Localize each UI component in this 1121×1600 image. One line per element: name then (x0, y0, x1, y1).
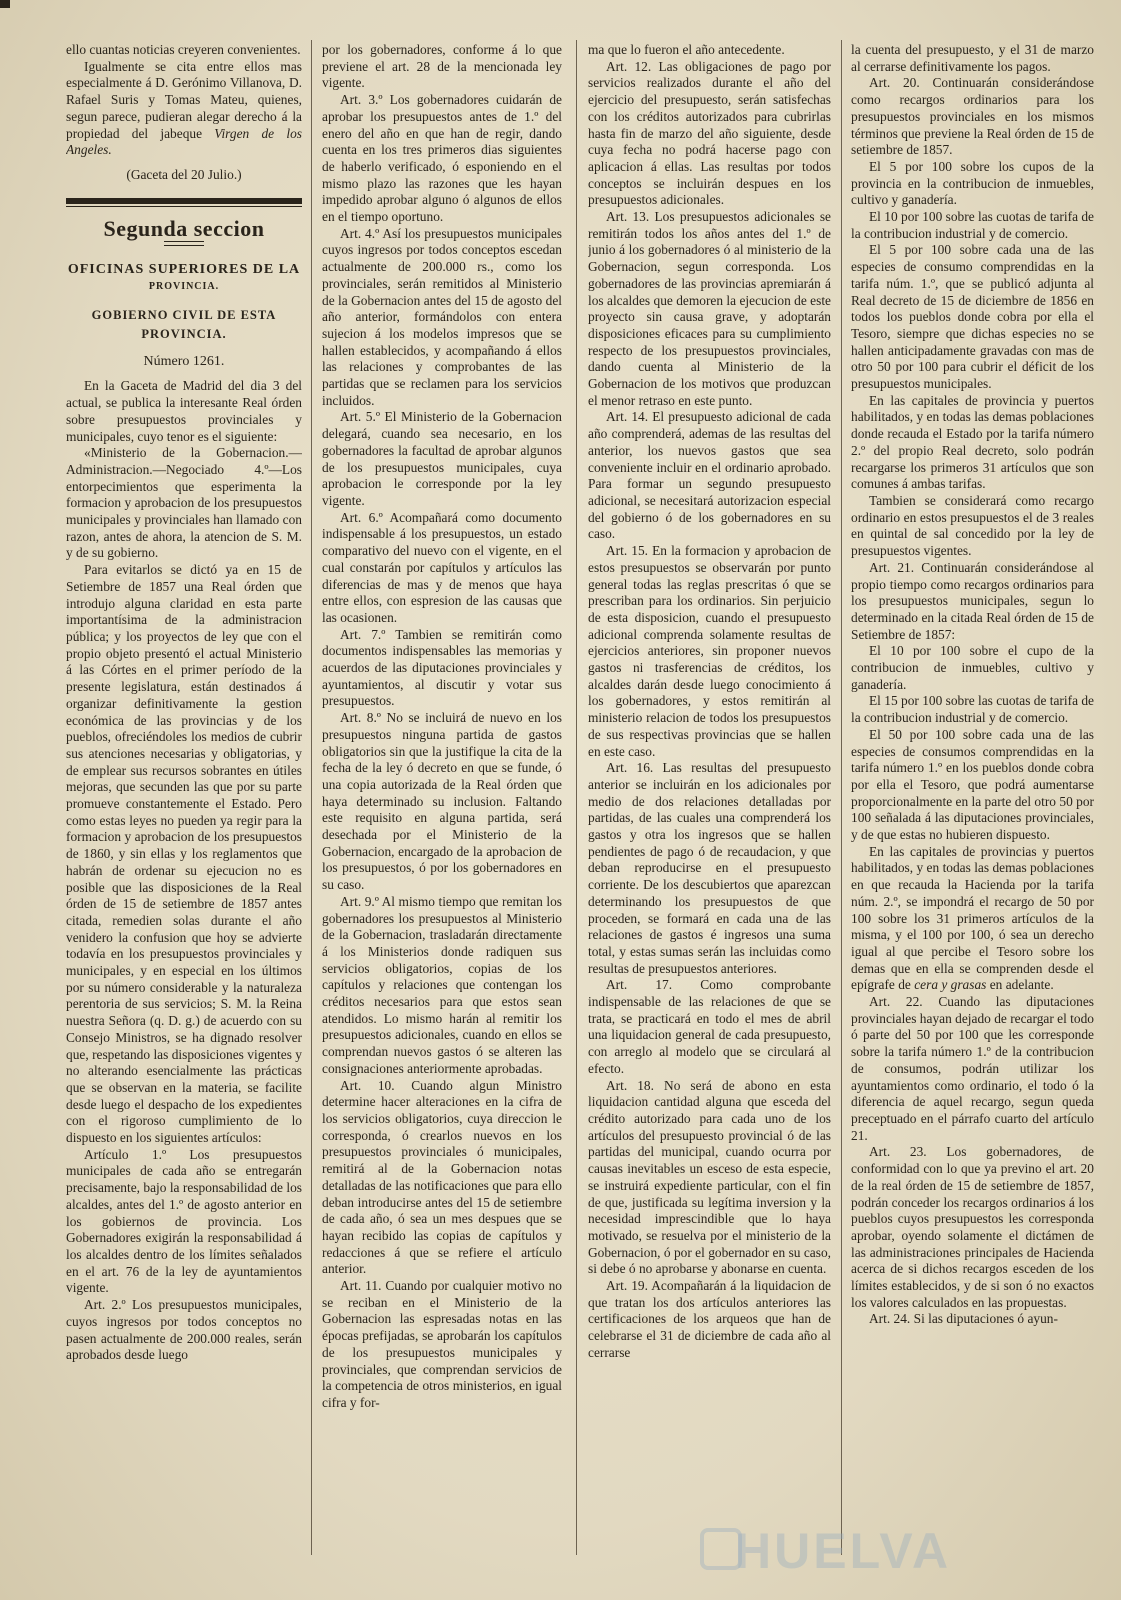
article: Art. 12. Las obligaciones de pago por servicios realizados durante el año del ejercicio del presupuesto, serán satisfechas con los créditos autorizados para cubrirlas hasta fin de marzo del año siguiente, desde cuya fecha no podrá hacerse pago con aplicacion á ellas. Las resultas por todos conceptos se incluirán despues en los presupuestos adicionales. (588, 58, 831, 208)
gaceta-source: (Gaceta del 20 Julio.) (126, 166, 242, 182)
article: Art. 18. No será de abono en esta liquidacion cantidad alguna que esceda del crédito autorizado para cada uno de los artículos del presupuesto provincial ó de las partidas del municipal, cuando ocurra por causas inevitables un esceso de esta especie, se instruirá expediente particular, con el fin de que, justificada su legítima inversion y la necesidad imprescindible que lo haya motivado, se resuelva por el ministerio de la Gobernacion, ó por el gobernador en su caso, si debe ó no aprobarse y abonarse en cuenta. (588, 1077, 831, 1277)
column-1 (66, 42, 302, 1572)
paragraph-text: En las capitales de provincias y puertos habilitados, y en todas las demas poblaciones en que recauda la Hacienda por la tarifa núm. 2.º, se impondrá el recargo de 50 por 100 sobre los 31 primeros artículos de la misma, y el 100 por 100, ó sea un derecho igual al que percibe el Tesoro sobre los demas que en ella se comprenden desde el epígrafe de (851, 843, 1094, 993)
article: Art. 23. Los gobernadores, de conformidad con lo que ya previno el art. 20 de la real órden de 15 de setiembre de 1857, podrán conceder los recargos ordinarios á los pueblos cuyos presupuestos les corresponda aprobar, oyendo solamente el dictámen de las administraciones principales de Hacienda acerca de si dichos recargos esceden de los límites establecidos, y de si son ó no exactos los valores calculados en las propuestas. (851, 1144, 1094, 1310)
article: Art. 16. Las resultas del presupuesto anterior se incluirán en los adicionales por medio de dos relaciones detalladas por partidas, de las cuales una comprenderá los gastos y otra los ingresos que se hallen pendientes de pago ó de recaudacion, y que deban reproducirse en el presupuesto corriente. De los descubiertos que aparezcan determinando los presupuestos de que proceden, se formará en cada una de las relaciones de gastos é ingresos una suma total, y estas sumas serán las incluidas como resultas de presupuestos anteriores. (588, 760, 831, 976)
paragraph: por los gobernadores, conforme á lo que previene el art. 28 de la mencionada ley vigente. (322, 42, 562, 91)
article: Art. 3.º Los gobernadores cuidarán de aprobar los presupuestos antes de 1.º del enero del año en que han de regir, dando cuenta en los tres primeros dias siguientes de haberlo verificado, ó esponiendo en el mismo plazo las razones que les hayan impedido aprobar alguno ó algunos de ellos en el tiempo oportuno. (322, 92, 562, 225)
paragraph: Art. 2.º Los presupuestos municipales, cuyos ingresos por todos conceptos no pasen actualmente de 200.000 reales, serán aprobados desde luego (66, 1297, 302, 1363)
article: Art. 11. Cuando por cualquier motivo no se reciban en el Ministerio de la Gobernacion las espresadas notas en las épocas prefijadas, se aprobarán los capítulos de los presupuestos municipales y provinciales, que comprendan servicios de la competencia de otros ministerios, en igual cifra y for- (322, 1278, 562, 1410)
office-heading: OFICINAS SUPERIORES DE LA (67, 262, 301, 278)
article: Art. 8.º No se incluirá de nuevo en los presupuestos ninguna partida de gastos obligatorios sin que la justifique la cita de la fecha de la ley ó decreto en que se funde, ó una copia autorizada de la Real órden que haya determinado su inclusion. Faltando este requisito en alguna partida, será desechada por el Ministerio de la Gobernacion, encargado de la aprobacion de los presupuestos, ó por los gobernadores en su caso. (322, 710, 562, 893)
article: Art. 24. Si las diputaciones ó ayun- (869, 1311, 1058, 1327)
paragraph: ello cuantas noticias creyeren convenientes. (66, 42, 301, 57)
paragraph: Tambien se considerará como recargo ordinario en estos presupuestos el de 3 reales en quintal de sal concedido por la ley de presupuestos vigentes. (851, 492, 1094, 559)
article: Art. 20. Continuarán considerándose como recargos ordinarios para los presupuestos provinciales en los mismos términos que previene la Real órden de 15 de setiembre de 1857. (851, 75, 1094, 158)
paragraph-text: en adelante. (989, 977, 1054, 993)
italic-term: cera y grasas (914, 977, 987, 993)
office-subheading: PROVINCIA. (148, 281, 220, 293)
paragraph: El 5 por 100 sobre cada una de las especies de consumo comprendidas en la tarifa núm. 1.º, que se publicó adjunta al Real decreto de 15 de diciembre de 1856 en todos los pueblos donde cobra por ella el Tesoro, siempre que dichas especies no se hallen anticipadamente gravadas con mas de otro 50 por 100 para cubrir el déficit de los presupuestos municipales. (851, 242, 1094, 392)
ornament (164, 241, 204, 246)
paragraph-text: Igualmente se cita entre ellos mas especialmente á D. Gerónimo Villanova, D. Rafael Suris y Tomas Mateu, quienes, segun parece, pudieran alegar derecho á la propiedad del jabeque (66, 58, 302, 141)
article: Art. 21. Continuarán considerándose al propio tiempo como recargos ordinarios para los presupuestos municipales, segun lo determinado en la citada Real órden de 15 de Setiembre de 1857: (851, 559, 1094, 642)
paragraph: Para evitarlos se dictó ya en 15 de Setiembre de 1857 una Real órden que introdujo alguna claridad en esta parte importantísima de la administracion pública; y los proyectos de ley que con el propio objeto presentó el actual Ministerio á las Córtes en el primer período de la presente legislatura, están destinados á organizar definitivamente la gestion económica de las provincias y de los pueblos, ofreciéndoles los medios de cubrir sus atenciones necesarias y obligatorias, y de emplear sus recursos sobrantes en útiles mejoras, que secunden las que por su parte promueve constantemente el Estado. Pero como estas leyes no pueden ya regir para la formacion y aprobacion de los presupuestos de 1860, y sin ellas y los reglamentos que habrán de ordenar su ejecucion no es posible que las disposiciones de la Real órden de 15 de setiembre de 1857 antes citada, remedien solas durante el año venidero la confusion que hoy se advierte todavía en los presupuestos provinciales y municipales, y en especial en los últimos por su número considerable y la naturaleza perentoria de sus servicios; S. M. la Reina nuestra Señora (q. D. g.) de acuerdo con su Consejo Ministros, se ha dignado resolver que, respetando las disposiciones vigentes y no alterando esencialmente las prácticas que se observan en la materia, se facilite desde luego el despacho de los expedientes con el rigoroso cumplimiento de lo dispuesto en los siguientes artículos: (66, 562, 302, 1146)
paragraph (851, 844, 1094, 994)
article: Art. 5.º El Ministerio de la Gobernacion delegará, cuando sea necesario, en los gobernadores la facultad de aprobar algunos de los presupuestos municipales, cuya aprobacion le corresponde por la ley vigente. (322, 409, 562, 508)
article: Art. 14. El presupuesto adicional de cada año comprenderá, ademas de las resultas del anterior, los nuevos gastos que sea conveniente incluir en el ordinario aprobado. Para formar un segundo presupuesto adicional, se necesitará autorizacion especial del gobierno ó de los gobernadores en su caso. (588, 409, 831, 542)
paragraph: «Ministerio de la Gobernacion.—Administracion.—Negociado 4.º—Los entorpecimientos que esperimenta la formacion y aprobacion de los presupuestos municipales y provinciales han llamado con razon, antes de ahora, la atencion de S. M. y de su gobierno. (66, 445, 302, 561)
paragraph: El 10 por 100 sobre el cupo de la contribucion de inmuebles, cultivo y ganadería. (851, 643, 1094, 692)
article: Art. 17. Como comprobante indispensable de las relaciones de que se trata, se practicará en todo el mes de abril una liquidacion general de cada presupuesto, con arreglo al modelo que se circulará al efecto. (588, 977, 831, 1076)
column-2 (322, 42, 562, 1572)
column-rule (311, 40, 312, 1555)
column-rule (841, 40, 842, 1555)
ship-name: Virgen de los Angeles. (66, 125, 302, 158)
paragraph: El 5 por 100 sobre los cupos de la provincia en la contribucion de inmuebles, cultivo y ganadería. (851, 158, 1094, 208)
paragraph: ma que lo fueron el año antecedente. (588, 42, 785, 57)
article: Art. 7.º Tambien se remitirán como documentos indispensables las memorias y acuerdos de las diputaciones provinciales y ayuntamientos, al discutir y votar sus presupuestos. (322, 626, 562, 709)
article: Art. 9.º Al mismo tiempo que remitan los gobernadores los presupuestos al Ministerio de la Gobernacion, trasladarán directamente á los Ministerios donde radiquen sus servicios obligatorios, copias de los capítulos y relaciones que contengan los créditos necesarios para que estos sean atendidos. Lo mismo harán al remitir los presupuestos adicionales, cuando en ellos se comprendan nuevos gastos ó se alteren las consignaciones anteriormente aprobadas. (322, 893, 562, 1076)
column-rule (576, 40, 577, 1555)
order-number: Número 1261. (143, 353, 225, 369)
article: Art. 19. Acompañarán á la liquidacion de que tratan los dos artículos anteriores las certificaciones de los arqueos que han de celebrarse el 31 de diciembre de cada año al cerrarse (588, 1278, 831, 1360)
government-heading: GOBIERNO CIVIL DE ESTA PROVINCIA. (91, 307, 277, 341)
paragraph: En la Gaceta de Madrid del dia 3 del actual, se publica la interesante Real órden sobre presupuestos provinciales y municipales, cuyo tenor es el siguiente: (66, 378, 302, 444)
article: Art. 15. En la formacion y aprobacion de estos presupuestos se observarán por punto general todas las reglas prescritas ó que se prescriban para los ordinarios. Sin perjuicio de esta disposicion, cuando el presupuesto adicional comprenda solamente resultas de ejercicios anteriores, sin proponer nuevos gastos ni trasferencias de créditos, los alcaldes darán desde luego conocimiento á los gobernadores, y estos remitirán al ministerio relacion de todos los presupuestos de sus respectivas provincias que se hallen en este caso. (588, 543, 831, 759)
paragraph (66, 59, 302, 159)
page-corner-mark (0, 0, 10, 8)
paragraph: El 50 por 100 sobre cada una de las especies de consumos comprendidas en la tarifa número 1.º en los pueblos donde cobra por ella el Tesoro, que podrá aumentarse proporcionalmente en la parte del otro 50 por 100 señalada á las diputaciones provinciales, y de que estas no hubieren dispuesto. (851, 726, 1094, 843)
paragraph: la cuenta del presupuesto, y el 31 de marzo al cerrarse definitivamente los pagos. (851, 42, 1094, 74)
section-heading: Segunda seccion (103, 215, 265, 241)
paragraph: El 10 por 100 sobre las cuotas de tarifa de la contribucion industrial y de comercio. (851, 209, 1094, 241)
article: Art. 4.º Así los presupuestos municipales cuyos ingresos por todos conceptos escedan actualmente de 200.000 rs., como los provinciales, serán remitidos al Ministerio de la Gobernacion antes del 15 de agosto del año anterior, formándolos con entera sujecion á los modelos impresos que se hallen establecidos, y acompañando á ellos las relaciones y comprobantes de las partidas que se reclamen para los servicios incluidos. (322, 225, 562, 408)
column-4 (851, 42, 1094, 1572)
section-divider (66, 198, 302, 204)
article: Art. 13. Los presupuestos adicionales se remitirán todos los años antes del 1.º de junio á los gobernadores ó al ministerio de la Gobernacion, segun corresponda. Los gobernadores de las provincias apremiarán á los alcaldes que demoren la ejecucion de este proyecto sin causa grave, y adoptarán disposiciones eficaces para su cumplimiento respecto de los presupuestos provinciales, dando cuenta al Ministerio de la Gobernacion de los motivos que produzcan el menor retraso en este punto. (588, 209, 831, 408)
paragraph: En las capitales de provincia y puertos habilitados, y en todas las demas poblaciones donde recauda el Estado por la tarifa número 2.º del propio Real decreto, solo podrán recargarse los primeros 31 artículos que son comunes á ambas tarifas. (851, 392, 1094, 492)
paragraph: Artículo 1.º Los presupuestos municipales de cada año se entregarán precisamente, bajo la responsabilidad de los alcaldes, antes del 1.º de agosto anterior en los gobiernos de provincia. Los Gobernadores exigirán la responsabilidad á los alcaldes dentro de los límites señalados en el art. 76 de la ley de ayuntamientos vigente. (66, 1146, 302, 1296)
column-3 (588, 42, 831, 1572)
article: Art. 22. Cuando las diputaciones provinciales hayan dejado de recargar el todo ó parte del 50 por 100 que les corresponde sobre la tarifa número 1.º de la contribucion de consumos, podrán utilizar los ayuntamientos como ordinario, el todo ó la diferencia de aquel recargo, segun queda preceptuado en el párrafo cuarto del artículo 21. (851, 994, 1094, 1143)
article: Art. 10. Cuando algun Ministro determine hacer alteraciones en la cifra de los servicios obligatorios, cuya direccion le corresponda, ó crearlos nuevos en los presupuestos provinciales ó municipales, remitirá al de la Gobernacion notas detalladas de las notificaciones que para ello deban introducirse antes del 15 de setiembre de cada año, ó sea un mes despues que se hayan recibido las copias de capítulos y redacciones á que se refiere el artículo anterior. (322, 1077, 562, 1277)
article: Art. 6.º Acompañará como documento indispensable á los presupuestos, un estado comparativo del nuevo con el vigente, en el cual constarán por capítulos y artículos las diferencias de mas y de menos que haya entre ellos, con espresion de las causas que las ocasionen. (322, 509, 562, 625)
paragraph: El 15 por 100 sobre las cuotas de tarifa de la contribucion industrial y de comercio. (851, 693, 1094, 726)
archive-watermark: HUELVA (735, 1523, 952, 1579)
